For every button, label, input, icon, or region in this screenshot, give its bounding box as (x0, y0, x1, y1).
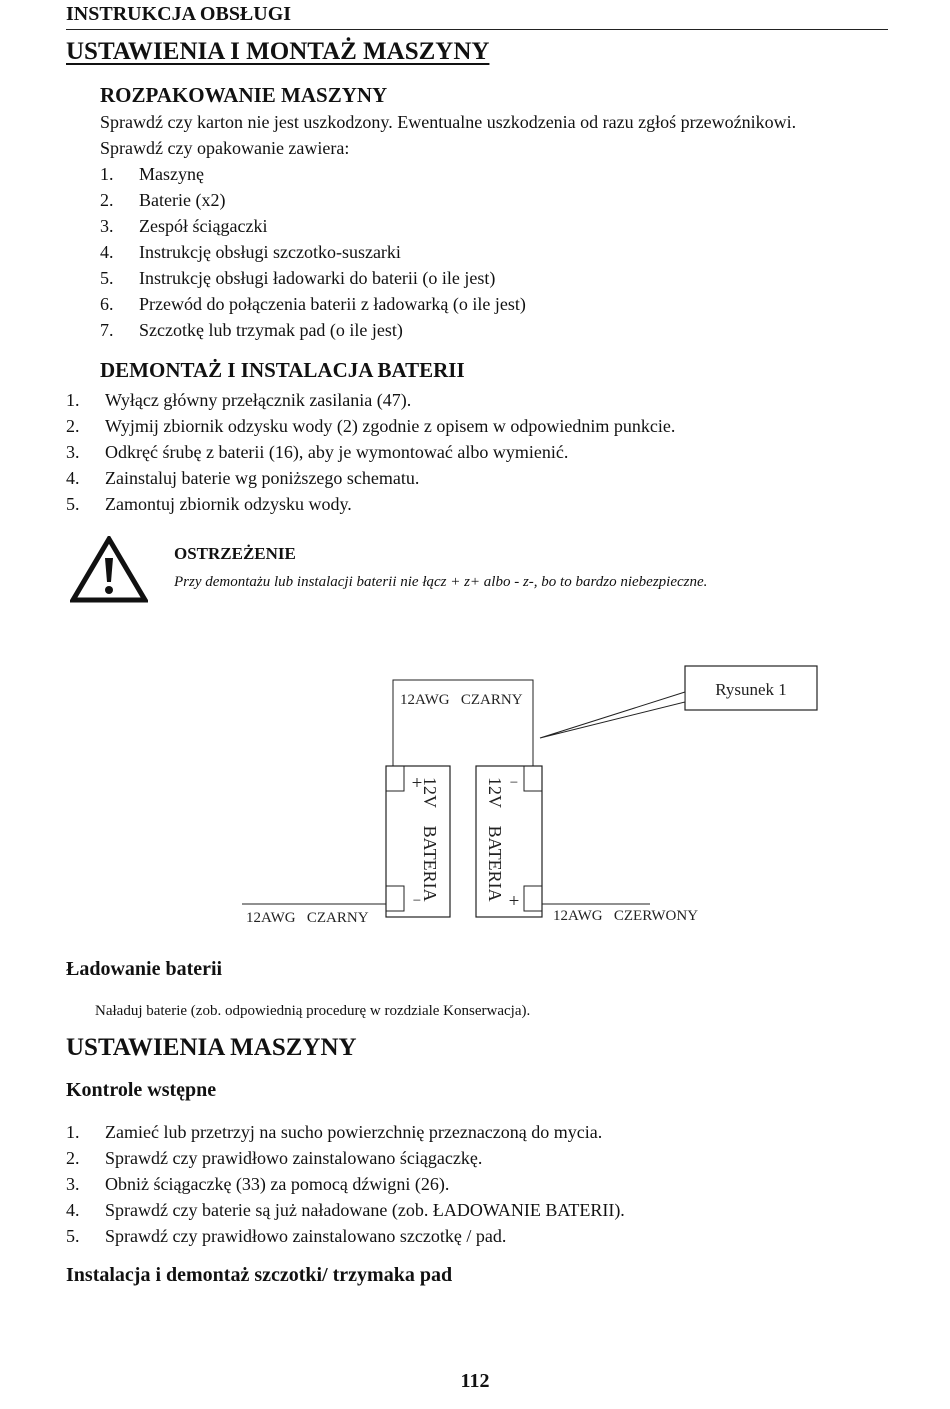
list-item (100, 164, 204, 185)
list-number: 3. (100, 216, 114, 236)
list-number: 7. (100, 320, 114, 340)
brush-heading: Instalacja i demontaż szczotki/ trzymaka pad (66, 1264, 453, 1286)
list-item (100, 320, 403, 341)
battery-heading: DEMONTAŻ I INSTALACJA BATERII (100, 358, 465, 382)
list-number: 6. (100, 294, 114, 314)
list-text: Instrukcję obsługi ładowarki do baterii (o ile jest) (139, 268, 496, 288)
list-text: Obniż ściągaczkę (33) za pomocą dźwigni (26). (105, 1174, 450, 1194)
list-text: Sprawdź czy baterie są już naładowane (zob. ŁADOWANIE BATERII). (105, 1200, 625, 1220)
list-item (100, 190, 225, 211)
list-item (100, 216, 267, 237)
list-item (66, 416, 675, 437)
list-text: Instrukcję obsługi szczotko-suszarki (139, 242, 401, 262)
callout-label: Rysunek 1 (715, 680, 787, 699)
list-item (66, 1148, 482, 1169)
wire-label-bottom-left: 12AWG CZARNY (246, 910, 369, 926)
list-item (66, 1200, 625, 1221)
list-text: Baterie (x2) (139, 190, 226, 210)
list-number: 1. (66, 390, 80, 410)
page-title: USTAWIENIA I MONTAŻ MASZYNY (66, 38, 490, 65)
list-number: 1. (100, 164, 114, 184)
list-text: Zamieć lub przetrzyj na sucho powierzchnię przeznaczoną do mycia. (105, 1122, 603, 1142)
document-header: INSTRUKCJA OBSŁUGI (66, 3, 292, 25)
list-text: Sprawdź czy prawidłowo zainstalowano ściągaczkę. (105, 1148, 483, 1168)
list-item (100, 242, 401, 263)
list-number: 2. (100, 190, 114, 210)
charging-heading: Ładowanie baterii (66, 958, 223, 980)
list-item (66, 390, 411, 411)
list-number: 5. (100, 268, 114, 288)
list-item (66, 1122, 602, 1143)
warning-text: Przy demontażu lub instalacji baterii nie łącz + z+ albo - z-, bo to bardzo niebezpieczne. (174, 574, 708, 590)
list-item (66, 1226, 506, 1247)
battery-left-terminal-bottom (386, 886, 404, 911)
settings-subheading: Kontrole wstępne (66, 1079, 217, 1101)
list-item (100, 294, 526, 315)
charging-text: Naładuj baterie (zob. odpowiednią procedurę w rozdziale Konserwacja). (95, 1003, 531, 1019)
battery-left-terminal-top (386, 766, 404, 791)
list-text: Odkręć śrubę z baterii (16), aby je wymontować albo wymienić. (105, 442, 569, 462)
list-text: Wyjmij zbiornik odzysku wody (2) zgodnie z opisem w odpowiednim punkcie. (105, 416, 676, 436)
battery-right-terminal-bottom (524, 886, 542, 911)
list-number: 3. (66, 442, 80, 462)
battery-right-plus: + (508, 891, 520, 912)
list-text: Wyłącz główny przełącznik zasilania (47). (105, 390, 412, 410)
header-rule (66, 29, 888, 30)
unpacking-heading: ROZPAKOWANIE MASZYNY (100, 83, 388, 107)
list-number: 4. (100, 242, 114, 262)
settings-heading: USTAWIENIA MASZYNY (66, 1034, 357, 1061)
battery-right-terminal-top (524, 766, 542, 791)
list-text: Sprawdź czy prawidłowo zainstalowano szczotkę / pad. (105, 1226, 507, 1246)
list-item (66, 468, 419, 489)
list-number: 5. (66, 1226, 80, 1246)
battery-wiring-diagram (230, 655, 830, 935)
list-number: 1. (66, 1122, 80, 1142)
list-number: 4. (66, 1200, 80, 1220)
list-number: 2. (66, 416, 80, 436)
list-text: Zamontuj zbiornik odzysku wody. (105, 494, 352, 514)
warning-title: OSTRZEŻENIE (174, 544, 296, 563)
list-text: Przewód do połączenia baterii z ładowarką (o ile jest) (139, 294, 526, 314)
list-text: Maszynę (139, 164, 204, 184)
battery-right-minus: − (509, 775, 519, 791)
list-item (66, 494, 352, 515)
battery-left-plus: + (411, 773, 423, 794)
warning-triangle-icon (70, 536, 148, 604)
unpacking-line-1: Sprawdź czy karton nie jest uszkodzony. Ewentualne uszkodzenia od razu zgłoś przewoźnikowi. (100, 112, 797, 132)
battery-left-minus: − (412, 893, 422, 909)
list-item (66, 442, 568, 463)
list-number: 3. (66, 1174, 80, 1194)
unpacking-line-2: Sprawdź czy opakowanie zawiera: (100, 138, 350, 158)
list-text: Zespół ściągaczki (139, 216, 268, 236)
wire-label-bottom-right: 12AWG CZERWONY (553, 908, 699, 924)
list-item (66, 1174, 449, 1195)
wire-label-top: 12AWG CZARNY (400, 692, 523, 708)
page-number: 112 (460, 1370, 490, 1392)
list-number: 5. (66, 494, 80, 514)
list-text: Zainstaluj baterie wg poniższego schematu. (105, 468, 420, 488)
battery-left-label: 12V BATERIA (420, 777, 440, 902)
list-item (100, 268, 495, 289)
list-text: Szczotkę lub trzymak pad (o ile jest) (139, 320, 403, 340)
battery-right-label: 12V BATERIA (485, 777, 505, 902)
callout-pointer (540, 692, 685, 738)
list-number: 2. (66, 1148, 80, 1168)
list-number: 4. (66, 468, 80, 488)
